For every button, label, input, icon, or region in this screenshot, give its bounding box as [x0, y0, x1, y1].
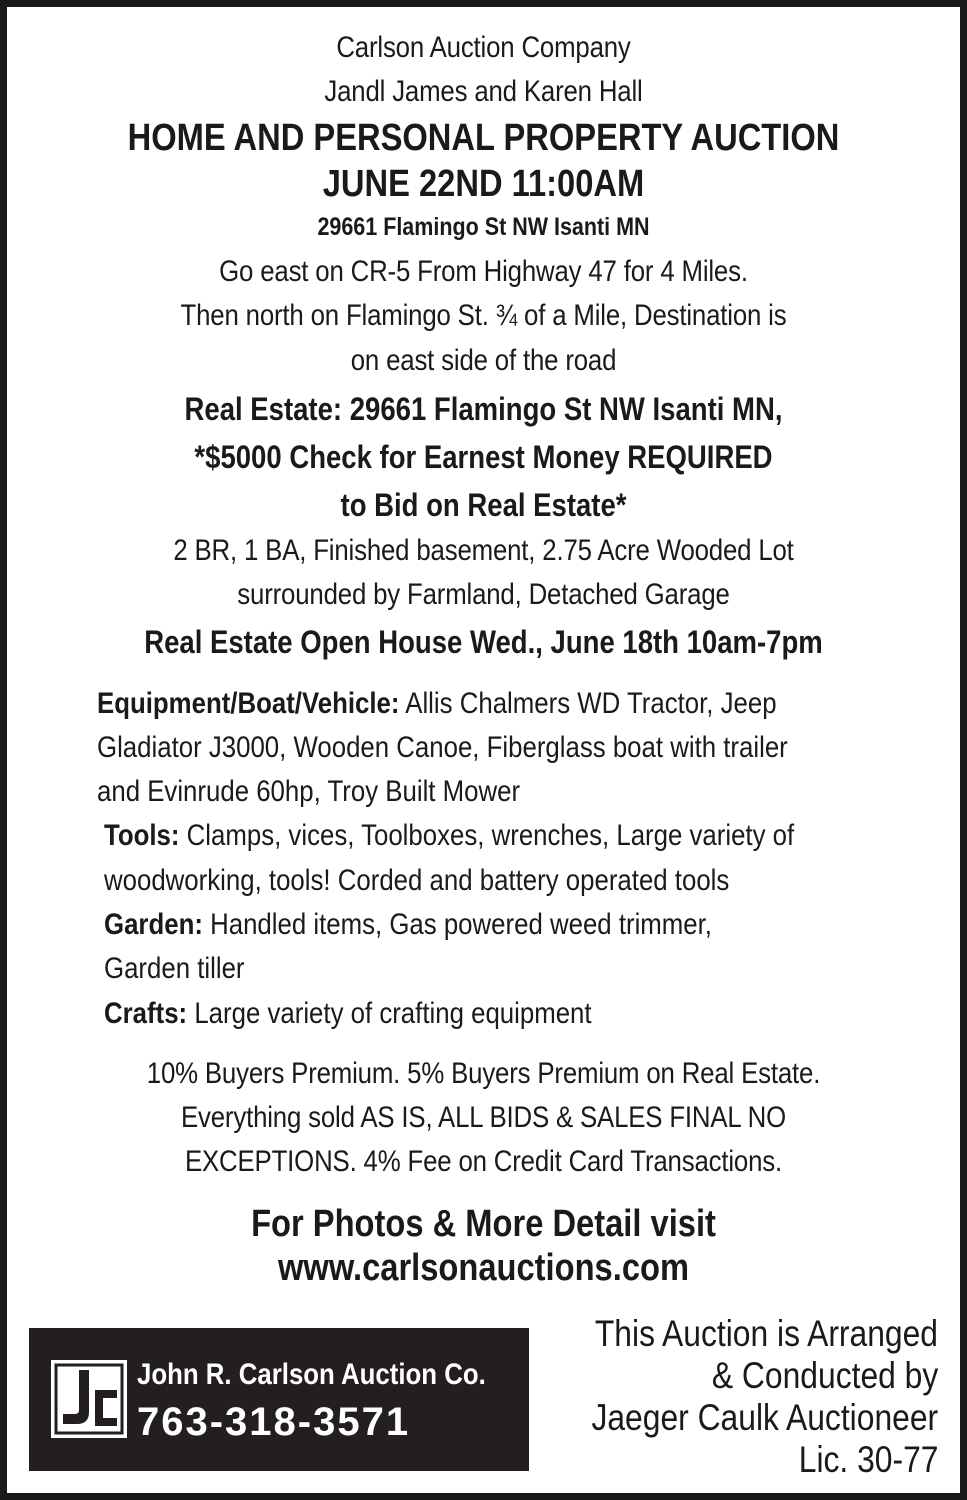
terms-line: 10% Buyers Premium. 5% Buyers Premium on Real Estate. [146, 1057, 821, 1090]
directions-line: on east side of the road [350, 344, 617, 377]
directions-line: Go east on CR-5 From Highway 47 for 4 Miles. [219, 255, 748, 288]
license-number: Lic. 30-77 [798, 1439, 938, 1480]
carlson-logo-block [29, 1328, 529, 1471]
website-link[interactable]: www.carlsonauctions.com [277, 1247, 690, 1289]
real-estate-description: surrounded by Farmland, Detached Garage [237, 578, 730, 611]
equipment-line: Gladiator J3000, Wooden Canoe, Fiberglass boat with trailer [97, 731, 788, 764]
company-name: Carlson Auction Company [336, 31, 631, 64]
earnest-money-notice: *$5000 Check for Earnest Money REQUIRED [194, 439, 773, 475]
terms-line: EXCEPTIONS. 4% Fee on Credit Card Transactions. [184, 1145, 783, 1178]
crafts-line: Crafts: Large variety of crafting equipment [104, 997, 592, 1030]
real-estate-heading: Real Estate: 29661 Flamingo St NW Isanti MN, [184, 391, 783, 427]
arranged-line: This Auction is Arranged [594, 1313, 938, 1354]
tools-line: Tools: Clamps, vices, Toolboxes, wrenches, Large variety of [104, 819, 795, 852]
jc-monogram-icon [51, 1360, 127, 1438]
equipment-line: Equipment/Boat/Vehicle: Allis Chalmers WD Tractor, Jeep [97, 687, 777, 720]
sellers: Jandl James and Karen Hall [324, 75, 643, 108]
logo-company-name: John R. Carlson Auction Co. [137, 1358, 486, 1391]
auction-date: JUNE 22ND 11:00AM [322, 163, 645, 205]
photos-heading: For Photos & More Detail visit [251, 1203, 716, 1245]
garden-line: Garden tiller [104, 952, 245, 985]
open-house: Real Estate Open House Wed., June 18th 10am-7pm [144, 624, 823, 660]
terms-line: Everything sold AS IS, ALL BIDS & SALES FINAL NO [180, 1101, 787, 1134]
phone-number[interactable]: 763-318-3571 [137, 1400, 411, 1444]
garden-label: Garden: [104, 908, 203, 941]
tools-label: Tools: [104, 819, 180, 852]
directions-line: Then north on Flamingo St. ¾ of a Mile, Destination is [180, 299, 787, 332]
auctioneer-name: Jaeger Caulk Auctioneer [591, 1397, 938, 1438]
equipment-label: Equipment/Boat/Vehicle: [97, 687, 400, 720]
real-estate-description: 2 BR, 1 BA, Finished basement, 2.75 Acre Wooded Lot [173, 534, 794, 567]
auction-title: HOME AND PERSONAL PROPERTY AUCTION [127, 117, 840, 159]
arranged-line: & Conducted by [711, 1355, 938, 1396]
auction-address: 29661 Flamingo St NW Isanti MN [317, 213, 650, 241]
equipment-line: and Evinrude 60hp, Troy Built Mower [97, 775, 521, 808]
earnest-money-notice: to Bid on Real Estate* [340, 487, 627, 523]
tools-line: woodworking, tools! Corded and battery operated tools [104, 864, 730, 897]
garden-line: Garden: Handled items, Gas powered weed trimmer, [104, 908, 712, 941]
crafts-label: Crafts: [104, 997, 188, 1030]
